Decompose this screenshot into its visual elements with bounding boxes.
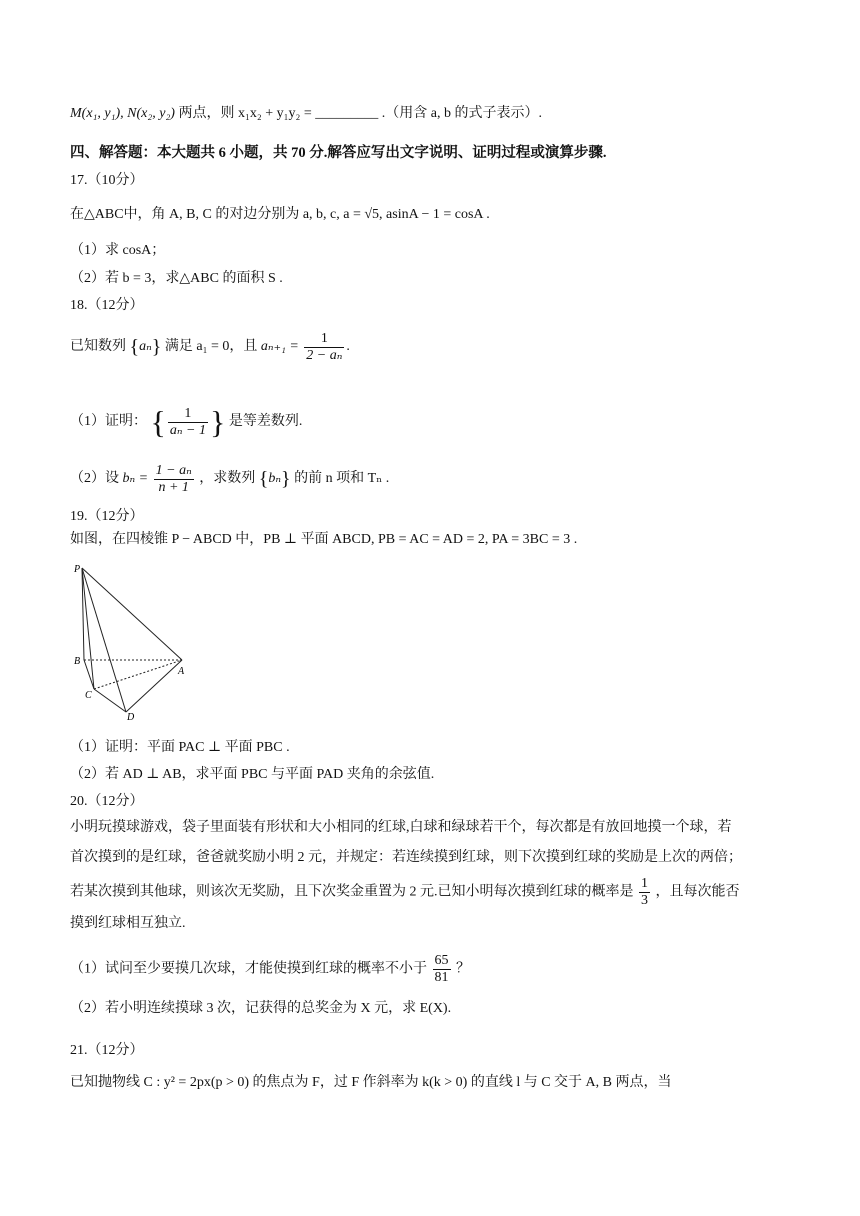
prob-65-81: $\frac{65}{81}$: [434, 953, 449, 985]
q20-line4: 摸到红球相互独立.: [70, 916, 186, 931]
q20-line1: 小明玩摸球游戏，袋子里面装有形状和大小相同的红球,白球和绿球若干个，每次都是有放回地摸一个球，若: [70, 820, 732, 835]
label-P: P: [74, 564, 81, 575]
seq-an: aₙ: [139, 339, 152, 355]
prob-one-third: $\frac{1}{3}$: [641, 876, 648, 908]
q18-stem: 已知数列 {aₙ} 满足 a₁ = 0，且 aₙ₊₁ = $\frac{1}{\text{2 − aₙ}}$ .: [70, 330, 350, 363]
section-heading: 四、解答题：本大题共 6 小题，共 70 分.解答应写出文字说明、证明过程或演算步骤.: [70, 145, 607, 161]
q19-part1: （1）证明：平面 PAC ⊥ 平面 PBC .: [70, 740, 290, 755]
prev-question-tail: [70, 104, 542, 124]
q18-part2: （2）设 bₙ = $\frac{\text{1 − aₙ}}{n + 1}$ ，求数列 {bₙ} 的前 n 项和 Tₙ .: [70, 462, 390, 495]
recurrence-lhs: aₙ₊₁ =: [260, 339, 299, 355]
q18-stem-b: 满足 a₁ = 0，且: [164, 339, 258, 355]
q18-part1: （1）证明： { $\frac{1}{\text{aₙ − 1}}$ } 是等差数列.: [70, 404, 303, 440]
label-C: C: [85, 690, 92, 701]
q17-stem: 在△ABC中，角 A, B, C 的对边分别为 a, b, c, a = √5, asinA − 1 = cosA .: [70, 207, 490, 222]
prev-question-text: 两点，则 x₁x₂ + y₁y₂ = _________ .（用含 a, b 的式子表示）.: [178, 106, 543, 121]
q19-stem: 如图，在四棱锥 P − ABCD 中，PB ⊥ 平面 ABCD, PB = AC = AD = 2, PA = 3BC = 3 .: [70, 532, 578, 547]
bn-fraction: $\frac{\text{1 − aₙ}}{n + 1}$: [155, 462, 192, 495]
q21-header: 21.（12分）: [70, 1043, 144, 1058]
q18-stem-a: 已知数列: [70, 339, 126, 355]
q19-part2: （2）若 AD ⊥ AB，求平面 PBC 与平面 PAD 夹角的余弦值.: [70, 767, 435, 782]
q17-part2: （2）若 b = 3，求△ABC 的面积 S .: [70, 271, 283, 286]
recurrence-fraction: $\frac{1}{\text{2 − aₙ}}$: [306, 330, 343, 363]
q21-stem: 已知抛物线 C : y² = 2px(p > 0) 的焦点为 F，过 F 作斜率为 k(k > 0) 的直线 l 与 C 交于 A, B 两点，当: [70, 1075, 672, 1090]
label-D: D: [127, 712, 135, 720]
q20-line3: 若某次摸到其他球，则该次无奖励，且下次奖金重置为 2 元.已知小明每次摸到红球的概率是 $\frac{1}{3}$ ，且每次能否: [70, 876, 740, 908]
q17-part1: （1）求 cosA；: [70, 243, 166, 258]
q19-header: 19.（12分）: [70, 509, 144, 524]
pyramid-figure: [70, 560, 200, 720]
q20-line2: 首次摸到的是红球，爸爸就奖励小明 2 元，并规定：若连续摸到红球，则下次摸到红球的奖励是上次的两倍；: [70, 850, 742, 865]
inverse-fraction: $\frac{1}{\text{aₙ − 1}}$: [169, 405, 206, 438]
q17-header: 17.（10分）: [70, 173, 144, 188]
q20-header: 20.（12分）: [70, 794, 144, 809]
q20-part1: （1）试问至少要摸几次球，才能使摸到红球的概率不小于 $\frac{65}{81}$ ？: [70, 953, 470, 985]
q20-part2: （2）若小明连续摸球 3 次，记获得的总奖金为 X 元，求 E(X).: [70, 1001, 452, 1016]
point-notation: M(x₁, y₁), N(x₂, y₂): [70, 106, 175, 121]
q18-header: 18.（12分）: [70, 298, 144, 313]
label-A: A: [178, 666, 185, 677]
label-B: B: [74, 656, 81, 667]
